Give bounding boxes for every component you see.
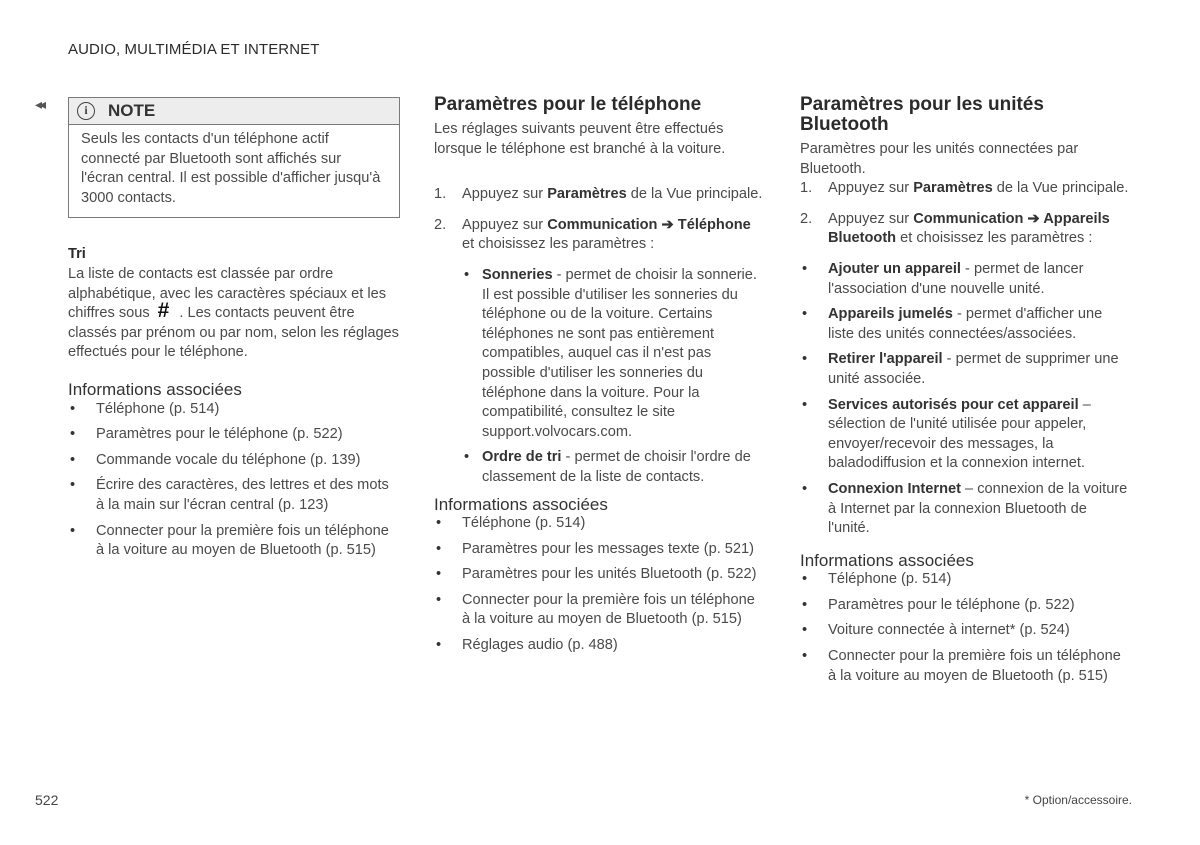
option-description: - permet d'afficher une liste des unités connectées/associées. <box>828 306 1103 342</box>
option-description: - permet de choisir la sonnerie. Il est possible d'utiliser les sonneries du téléphone ou de la voiture. Certains téléphones ne sont pas entièrement compatibles, auquel cas il n'est pas possible d'utiliser les sonneries du téléphone dans la voiture. Pour la compatibilité, consultez le site support.volvocars.com. <box>482 266 757 440</box>
option-item <box>800 396 1132 474</box>
list-item: • Connecter pour la première fois un téléphone à la voiture au moyen de Bluetooth (p. 515) <box>800 647 1132 686</box>
tri-heading: Tri <box>68 246 86 263</box>
step-text: Appuyez sur <box>462 186 548 203</box>
list-item: • Téléphone (p. 514) <box>68 400 400 420</box>
related-list <box>68 400 400 561</box>
step-number: 2. <box>800 210 813 227</box>
step-text: de la Vue principale. <box>626 186 763 203</box>
ui-term: Paramètres <box>913 180 993 197</box>
tri-paragraph: La liste de contacts est classée par ordre alphabétique, avec les caractères spéciaux et les chiffres sous # . Les contacts peuvent être classés par prénom ou par nom, selon les réglages effectués pour le téléphone. <box>68 265 399 361</box>
list-item: • Connecter pour la première fois un téléphone à la voiture au moyen de Bluetooth (p. 515) <box>434 591 766 630</box>
option-item <box>462 448 766 487</box>
column-3 <box>800 95 1132 692</box>
option-description: – sélection de l'unité utilisée pour appeler, envoyer/recevoir des messages, la baladodiffusion et la connexion internet. <box>828 396 1091 472</box>
list-item: • Paramètres pour le téléphone (p. 522) <box>68 425 400 445</box>
info-icon: i <box>77 102 95 120</box>
options-list <box>462 266 766 488</box>
option-term: Sonneries <box>482 266 553 283</box>
list-item: • Écrire des caractères, des lettres et des mots à la main sur l'écran central (p. 123) <box>68 476 400 515</box>
continuation-mark: ◂◂ <box>35 96 44 112</box>
step-item <box>434 185 766 205</box>
running-head: AUDIO, MULTIMÉDIA ET INTERNET <box>68 41 320 58</box>
ui-term: Communication ➔ Appareils Bluetooth <box>828 210 1110 247</box>
step-text: et choisissez les paramètres : <box>462 236 655 253</box>
step-text: Appuyez sur <box>828 210 914 227</box>
step-item <box>800 179 1132 199</box>
steps-list <box>434 185 766 255</box>
related-heading: Informations associées <box>800 550 974 570</box>
ui-term: Paramètres <box>547 186 627 203</box>
related-heading: Informations associées <box>68 379 242 399</box>
options-list <box>800 260 1132 539</box>
note-box <box>68 97 400 218</box>
column-1 <box>68 95 400 567</box>
steps-list <box>800 179 1132 249</box>
ui-term: Communication ➔ Téléphone <box>547 216 751 233</box>
step-number: 2. <box>434 216 447 233</box>
option-description: - permet de lancer l'association d'une nouvelle unité. <box>828 260 1084 297</box>
option-item <box>800 260 1132 299</box>
list-item: • Téléphone (p. 514) <box>800 570 1132 590</box>
list-item: • Paramètres pour le téléphone (p. 522) <box>800 596 1132 616</box>
list-item: • Connecter pour la première fois un téléphone à la voiture au moyen de Bluetooth (p. 515) <box>68 522 400 561</box>
section-heading: Paramètres pour le téléphone <box>434 94 702 115</box>
step-text: de la Vue principale. <box>992 180 1129 197</box>
option-item <box>800 480 1132 539</box>
note-header <box>69 98 399 125</box>
option-description: - permet de supprimer une unité associée. <box>828 351 1119 387</box>
option-term: Ajouter un appareil <box>828 260 961 277</box>
page-number: 522 <box>35 792 59 808</box>
step-number: 1. <box>800 180 813 197</box>
list-item: • Voiture connectée à internet* (p. 524) <box>800 621 1132 641</box>
step-item <box>800 210 1132 249</box>
step-text: Appuyez sur <box>828 180 914 197</box>
option-item <box>462 266 766 442</box>
list-item: • Paramètres pour les unités Bluetooth (p. 522) <box>434 565 766 585</box>
column-2 <box>434 95 766 662</box>
step-number: 1. <box>434 186 447 203</box>
note-title: NOTE <box>108 101 156 121</box>
note-body: Seuls les contacts d'un téléphone actif connecté par Bluetooth sont affichés sur l'écran central. Il est possible d'afficher jusqu'à 3000 contacts. <box>81 131 381 206</box>
step-text: Appuyez sur <box>462 216 548 233</box>
related-heading: Informations associées <box>434 494 608 514</box>
option-description: - permet de choisir l'ordre de classement de la liste de contacts. <box>482 449 751 485</box>
option-item <box>800 305 1132 344</box>
option-description: – connexion de la voiture à Internet par la connexion Bluetooth de l'unité. <box>828 480 1128 537</box>
hash-symbol: # <box>157 299 170 323</box>
option-term: Services autorisés pour cet appareil <box>828 396 1079 413</box>
section-heading: Paramètres pour les unités Bluetooth <box>800 94 1044 135</box>
option-term: Connexion Internet <box>828 480 961 497</box>
related-list <box>434 514 766 656</box>
option-term: Ordre de tri <box>482 449 562 466</box>
section-intro: Les réglages suivants peuvent être effectués lorsque le téléphone est branché à la voiture. <box>434 121 726 157</box>
section-intro: Paramètres pour les unités connectées par Bluetooth. <box>800 141 1079 177</box>
option-item <box>800 350 1132 389</box>
list-item: • Réglages audio (p. 488) <box>434 636 766 656</box>
option-term: Appareils jumelés <box>828 306 953 323</box>
list-item: • Commande vocale du téléphone (p. 139) <box>68 451 400 471</box>
option-term: Retirer l'appareil <box>828 351 943 368</box>
footnote: * Option/accessoire. <box>1024 793 1132 807</box>
list-item: • Téléphone (p. 514) <box>434 514 766 534</box>
list-item: • Paramètres pour les messages texte (p. 521) <box>434 540 766 560</box>
related-list <box>800 570 1132 686</box>
step-text: et choisissez les paramètres : <box>896 230 1093 247</box>
step-item <box>434 216 766 255</box>
